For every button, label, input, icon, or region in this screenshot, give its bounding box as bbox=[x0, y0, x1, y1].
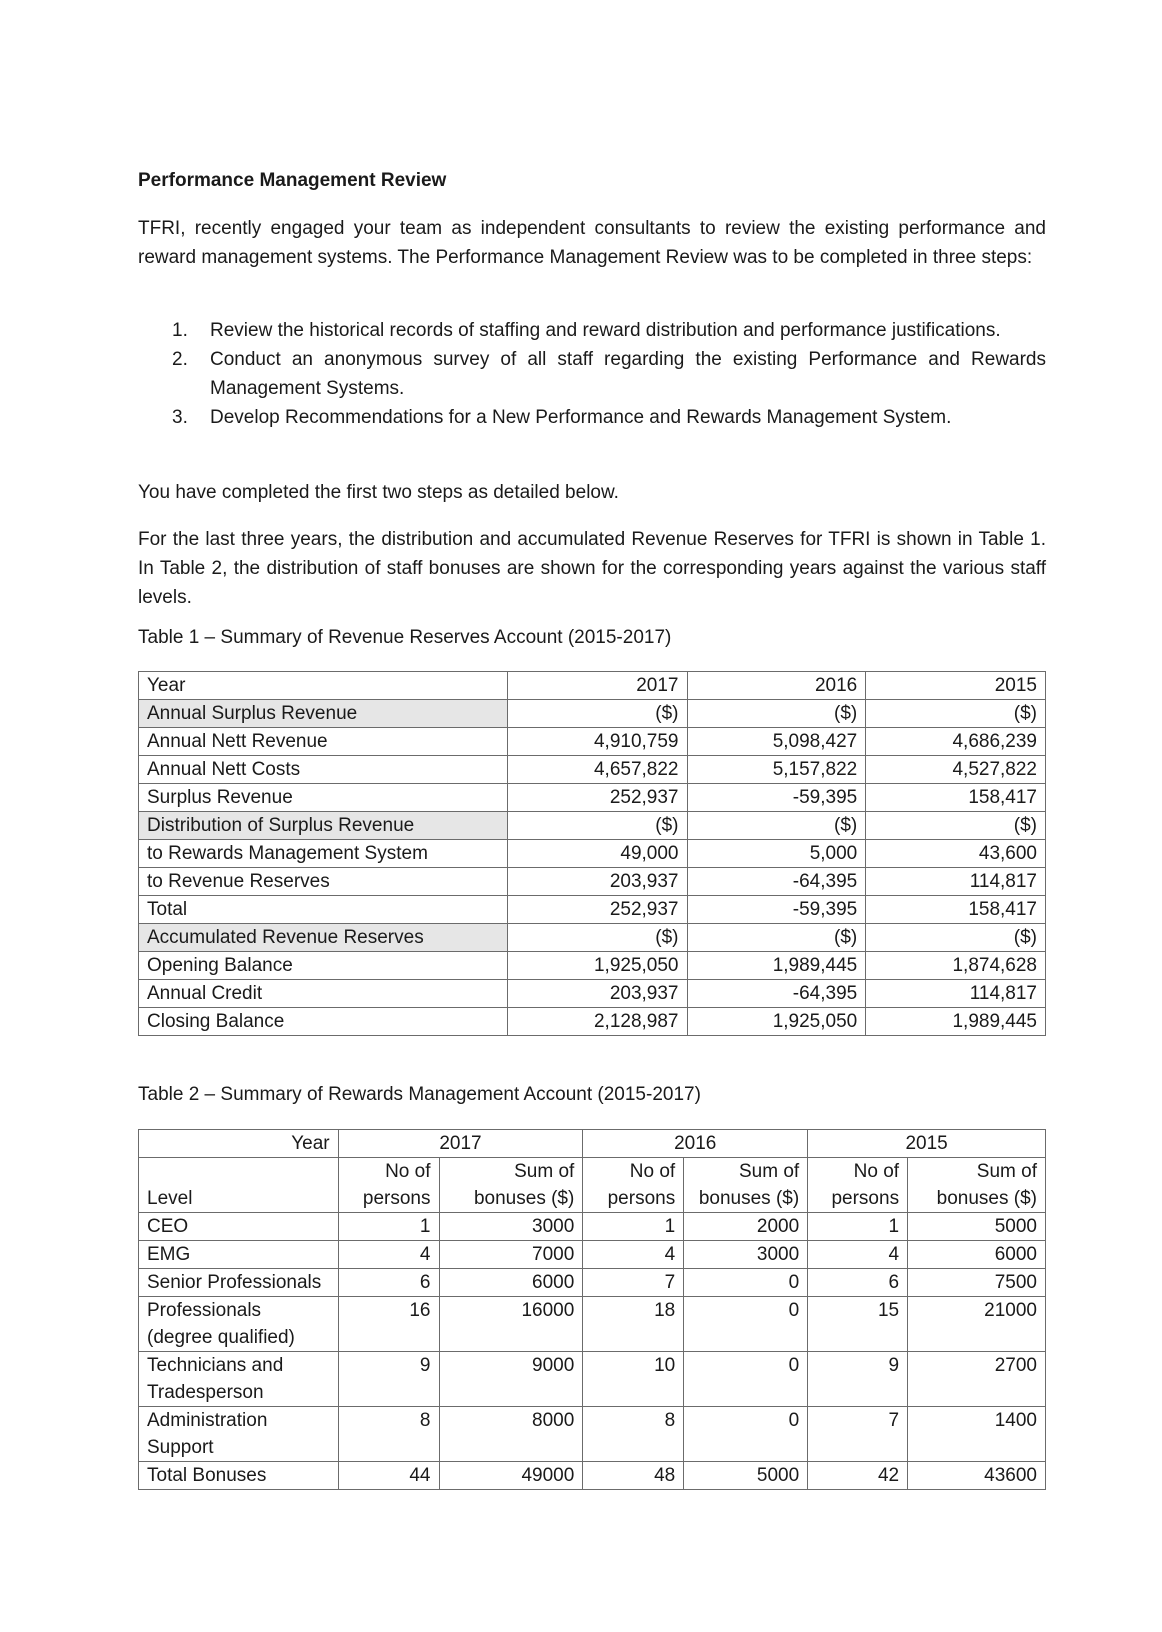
cell-value: 2016 bbox=[687, 672, 866, 700]
cell-value: 4,910,759 bbox=[507, 728, 687, 756]
cell-value: 21000 bbox=[908, 1297, 1046, 1352]
table-row bbox=[139, 1008, 1046, 1036]
cell-value: 2015 bbox=[866, 672, 1046, 700]
cell-value: 5,098,427 bbox=[687, 728, 866, 756]
cell-value: 4,657,822 bbox=[507, 756, 687, 784]
row-label: Year bbox=[139, 672, 508, 700]
cell-value: -59,395 bbox=[687, 896, 866, 924]
cell-value: 6000 bbox=[908, 1241, 1046, 1269]
cell-value: 1 bbox=[808, 1213, 908, 1241]
row-label: Surplus Revenue bbox=[139, 784, 508, 812]
cell-value: 4,686,239 bbox=[866, 728, 1046, 756]
cell-value: 203,937 bbox=[507, 868, 687, 896]
cell-value: 1 bbox=[338, 1213, 439, 1241]
table-row bbox=[139, 700, 1046, 728]
cell-value: 7 bbox=[808, 1407, 908, 1462]
document-title: Performance Management Review bbox=[138, 170, 447, 191]
table-row bbox=[139, 784, 1046, 812]
cell-value: 2700 bbox=[908, 1352, 1046, 1407]
row-label: Technicians and Tradesperson bbox=[139, 1352, 339, 1407]
cell-value: -64,395 bbox=[687, 980, 866, 1008]
table-row bbox=[139, 1213, 1046, 1241]
cell-value: -64,395 bbox=[687, 868, 866, 896]
cell-value: 0 bbox=[684, 1269, 808, 1297]
row-label: Opening Balance bbox=[139, 952, 508, 980]
cell-value: 1,989,445 bbox=[687, 952, 866, 980]
cell-value: 5000 bbox=[684, 1462, 808, 1490]
cell-value: 4,527,822 bbox=[866, 756, 1046, 784]
cell-value: 16000 bbox=[439, 1297, 583, 1352]
row-label: Total bbox=[139, 896, 508, 924]
table-row bbox=[139, 1462, 1046, 1490]
row-label: Annual Surplus Revenue bbox=[139, 700, 508, 728]
row-label: Annual Nett Revenue bbox=[139, 728, 508, 756]
cell-value: 1,925,050 bbox=[687, 1008, 866, 1036]
cell-value: 48 bbox=[583, 1462, 684, 1490]
year-header: Year bbox=[139, 1130, 339, 1158]
cell-value: -59,395 bbox=[687, 784, 866, 812]
cell-value: 114,817 bbox=[866, 868, 1046, 896]
cell-value: ($) bbox=[866, 924, 1046, 952]
cell-value: 4 bbox=[583, 1241, 684, 1269]
cell-value: ($) bbox=[507, 812, 687, 840]
cell-value: 49000 bbox=[439, 1462, 583, 1490]
cell-value: ($) bbox=[866, 812, 1046, 840]
bonus-header-line1: Sum of bbox=[976, 1161, 1037, 1182]
cell-value: 8 bbox=[583, 1407, 684, 1462]
table-row bbox=[139, 952, 1046, 980]
table-row bbox=[139, 812, 1046, 840]
row-label: to Revenue Reserves bbox=[139, 868, 508, 896]
cell-value: 252,937 bbox=[507, 784, 687, 812]
persons-header bbox=[583, 1158, 684, 1213]
persons-header-line1: No of bbox=[385, 1161, 431, 1182]
year-2015-header: 2015 bbox=[808, 1130, 1046, 1158]
row-label: Distribution of Surplus Revenue bbox=[139, 812, 508, 840]
year-2017-header: 2017 bbox=[338, 1130, 583, 1158]
row-label: Annual Nett Costs bbox=[139, 756, 508, 784]
cell-value: 252,937 bbox=[507, 896, 687, 924]
row-label: Accumulated Revenue Reserves bbox=[139, 924, 508, 952]
cell-value: 158,417 bbox=[866, 896, 1046, 924]
cell-value: ($) bbox=[866, 700, 1046, 728]
bonus-header-line2: bonuses ($) bbox=[698, 1188, 800, 1209]
bonus-header-line1: Sum of bbox=[514, 1161, 575, 1182]
cell-value: 4 bbox=[808, 1241, 908, 1269]
step-number: 1. bbox=[172, 320, 188, 341]
cell-value: 7 bbox=[583, 1269, 684, 1297]
step-text: Develop Recommendations for a New Performance and Rewards Management System. bbox=[210, 407, 952, 428]
cell-value: ($) bbox=[687, 700, 866, 728]
cell-value: 2000 bbox=[684, 1213, 808, 1241]
year-2016-header: 2016 bbox=[583, 1130, 808, 1158]
cell-value: 0 bbox=[684, 1297, 808, 1352]
persons-header bbox=[338, 1158, 439, 1213]
row-label: EMG bbox=[139, 1241, 339, 1269]
cell-value: 1,989,445 bbox=[866, 1008, 1046, 1036]
cell-value: ($) bbox=[507, 700, 687, 728]
row-label: to Rewards Management System bbox=[139, 840, 508, 868]
cell-value: 8000 bbox=[439, 1407, 583, 1462]
cell-value: 16 bbox=[338, 1297, 439, 1352]
step-number: 2. bbox=[172, 349, 188, 370]
cell-value: 2,128,987 bbox=[507, 1008, 687, 1036]
row-label: Closing Balance bbox=[139, 1008, 508, 1036]
cell-value: ($) bbox=[687, 812, 866, 840]
cell-value: 7000 bbox=[439, 1241, 583, 1269]
step-number: 3. bbox=[172, 407, 188, 428]
revenue-reserves-table bbox=[138, 671, 1046, 1036]
step-item bbox=[172, 316, 1046, 345]
bonus-header-line2: bonuses ($) bbox=[936, 1188, 1037, 1209]
cell-value: 203,937 bbox=[507, 980, 687, 1008]
row-label: CEO bbox=[139, 1213, 339, 1241]
cell-value: 0 bbox=[684, 1352, 808, 1407]
cell-value: 15 bbox=[808, 1297, 908, 1352]
cell-value: 18 bbox=[583, 1297, 684, 1352]
cell-value: 3000 bbox=[684, 1241, 808, 1269]
cell-value: 44 bbox=[338, 1462, 439, 1490]
bonus-header bbox=[684, 1158, 808, 1213]
cell-value: 0 bbox=[684, 1407, 808, 1462]
step-item bbox=[172, 403, 1046, 432]
persons-header-line1: No of bbox=[629, 1161, 676, 1182]
row-label: Senior Professionals bbox=[139, 1269, 339, 1297]
cell-value: 114,817 bbox=[866, 980, 1046, 1008]
table-subheader-row bbox=[139, 1158, 1046, 1213]
persons-header-line2: persons bbox=[362, 1188, 431, 1209]
cell-value: 4 bbox=[338, 1241, 439, 1269]
cell-value: 2017 bbox=[507, 672, 687, 700]
table2-caption: Table 2 – Summary of Rewards Management Account (2015-2017) bbox=[138, 1084, 701, 1105]
table-row bbox=[139, 840, 1046, 868]
cell-value: 5,157,822 bbox=[687, 756, 866, 784]
completed-paragraph: You have completed the first two steps as detailed below. bbox=[138, 482, 619, 503]
step-text: Review the historical records of staffing and reward distribution and performance justifications. bbox=[210, 320, 1001, 341]
table1-caption: Table 1 – Summary of Revenue Reserves Account (2015-2017) bbox=[138, 627, 672, 648]
cell-value: 1 bbox=[583, 1213, 684, 1241]
intro-paragraph: TFRI, recently engaged your team as independent consultants to review the existing performance and reward management systems. The Performance Management Review was to be completed in three steps: bbox=[138, 218, 1046, 268]
cell-value: 5,000 bbox=[687, 840, 866, 868]
table-row bbox=[139, 924, 1046, 952]
table-row bbox=[139, 728, 1046, 756]
cell-value: 9000 bbox=[439, 1352, 583, 1407]
table-row bbox=[139, 1407, 1046, 1462]
cell-value: 5000 bbox=[908, 1213, 1046, 1241]
table-row bbox=[139, 1297, 1046, 1352]
row-label: Annual Credit bbox=[139, 980, 508, 1008]
table-row bbox=[139, 1269, 1046, 1297]
bonus-header bbox=[439, 1158, 583, 1213]
steps-list bbox=[172, 316, 1046, 432]
cell-value: 6000 bbox=[439, 1269, 583, 1297]
cell-value: 10 bbox=[583, 1352, 684, 1407]
table-header-row bbox=[139, 1130, 1046, 1158]
step-text: Conduct an anonymous survey of all staff regarding the existing Performance and Rewards Management Systems. bbox=[210, 349, 1046, 399]
bonus-header-line2: bonuses ($) bbox=[473, 1188, 575, 1209]
table-row bbox=[139, 756, 1046, 784]
step-item bbox=[172, 345, 1046, 403]
cell-value: 9 bbox=[338, 1352, 439, 1407]
cell-value: 6 bbox=[338, 1269, 439, 1297]
cell-value: 3000 bbox=[439, 1213, 583, 1241]
bonus-header bbox=[908, 1158, 1046, 1213]
cell-value: 43,600 bbox=[866, 840, 1046, 868]
row-label: Professionals (degree qualified) bbox=[139, 1297, 339, 1352]
table-row bbox=[139, 896, 1046, 924]
persons-header bbox=[808, 1158, 908, 1213]
context-paragraph: For the last three years, the distribution and accumulated Revenue Reserves for TFRI is shown in Table 1. In Table 2, the distribution of staff bonuses are shown for the corresponding years against the various staff levels. bbox=[138, 529, 1046, 608]
cell-value: ($) bbox=[507, 924, 687, 952]
persons-header-line2: persons bbox=[607, 1188, 676, 1209]
rewards-management-table bbox=[138, 1129, 1046, 1490]
cell-value: 8 bbox=[338, 1407, 439, 1462]
persons-header-line1: No of bbox=[853, 1161, 900, 1182]
table-row bbox=[139, 868, 1046, 896]
cell-value: ($) bbox=[687, 924, 866, 952]
cell-value: 1400 bbox=[908, 1407, 1046, 1462]
cell-value: 49,000 bbox=[507, 840, 687, 868]
bonus-header-line1: Sum of bbox=[738, 1161, 800, 1182]
table-row bbox=[139, 672, 1046, 700]
level-header: Level bbox=[139, 1158, 339, 1213]
cell-value: 1,874,628 bbox=[866, 952, 1046, 980]
persons-header-line2: persons bbox=[831, 1188, 900, 1209]
cell-value: 9 bbox=[808, 1352, 908, 1407]
table-row bbox=[139, 1241, 1046, 1269]
row-label: Total Bonuses bbox=[139, 1462, 339, 1490]
table-row bbox=[139, 1352, 1046, 1407]
cell-value: 7500 bbox=[908, 1269, 1046, 1297]
cell-value: 6 bbox=[808, 1269, 908, 1297]
row-label: Administration Support bbox=[139, 1407, 339, 1462]
table-row bbox=[139, 980, 1046, 1008]
cell-value: 42 bbox=[808, 1462, 908, 1490]
cell-value: 1,925,050 bbox=[507, 952, 687, 980]
cell-value: 43600 bbox=[908, 1462, 1046, 1490]
cell-value: 158,417 bbox=[866, 784, 1046, 812]
